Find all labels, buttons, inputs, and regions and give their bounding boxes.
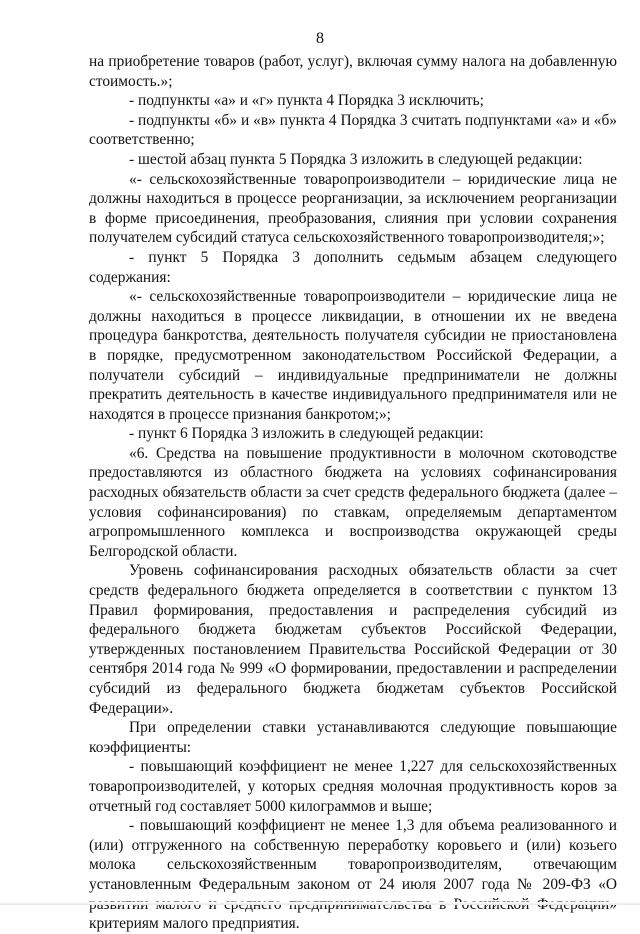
paragraph-2: - подпункты «а» и «г» пункта 4 Порядка 3 исключить; bbox=[129, 92, 484, 110]
paragraph-1: на приобретение товаров (работ, услуг), включая сумму налога на добавленную стоимость.»; bbox=[89, 53, 617, 90]
document-body bbox=[89, 52, 617, 934]
paragraph-3: - подпункты «б» и «в» пункта 4 Порядка 3 считать подпунктами «а» и «б» соответственно; bbox=[89, 111, 617, 149]
paragraph-9: «6. Средства на повышение продуктивности в молочном скотоводстве предоставляются из областного бюджета на условиях софинансирования расходных обязательств области за счет средств федерального бюджета (далее – условия софинансирования) по ставкам, определяемым департаментом агропромышленного комплекса и воспроизводства окружающей среды Белгородской области. bbox=[89, 444, 617, 560]
paragraph-8: - пункт 6 Порядка 3 изложить в следующей редакции: bbox=[129, 425, 484, 443]
page-number: 8 bbox=[316, 30, 324, 47]
paragraph-13: - повышающий коэффициент не менее 1,3 для объема реализованного и (или) отгруженного на собственную переработку коровьего и (или) козьего молока сельскохозяйственным товаропроизводителям, отвечающим установленным Федеральным законом от 24 июля 2007 года № 209-ФЗ «О критериям малого предприятия. bbox=[89, 817, 617, 933]
paragraph-10: Уровень софинансирования расходных обязательств области за счет средств федерального бюджета определяется в соответствии с пунктом 13 Правил формирования, предоставления и распределения субсидий из федерального бюджета бюджетам субъектов Российской Федерации, утвержденных постановлением Правительства Российской Федерации от 30 сентября 2014 года № 999 «О формировании, предоставлении и распределении субсидий из федерального бюджета бюджетам субъектов Российской Федерации». bbox=[89, 562, 617, 717]
paragraph-11: При определении ставки устанавливаются следующие повышающие коэффициенты: bbox=[89, 719, 617, 756]
paragraph-5: «- сельскохозяйственные товаропроизводители – юридические лица не должны находиться в процессе реорганизации, за исключением реорганизации в форме присоединения, преобразования, слияния при условии сохранения получателем субсидий статуса сельскохозяйственного товаропроизводителя;»; bbox=[89, 170, 617, 247]
paragraph-4: - шестой абзац пункта 5 Порядка 3 изложить в следующей редакции: bbox=[129, 150, 583, 168]
paragraph-7: «- сельскохозяйственные товаропроизводители – юридические лица не должны находиться в процессе ликвидации, в отношении их не введена процедура банкротства, деятельность получателя субсидии не приостановлена в порядке, предусмотренном законодательством Российской Федерации, а получатели субсидий – индивидуальные предприниматели не должны прекратить деятельность в качестве индивидуального предпринимателя или не находятся в процессе признания банкротом;»; bbox=[89, 288, 617, 423]
paragraph-12: - повышающий коэффициент не менее 1,227 для сельскохозяйственных товаропроизводителей, у которых средняя молочная продуктивность коров за отчетный год составляет 5000 килограммов и выше; bbox=[89, 758, 617, 815]
paragraph-6: - пункт 5 Порядка 3 дополнить седьмым абзацем следующего содержания: bbox=[89, 248, 617, 286]
